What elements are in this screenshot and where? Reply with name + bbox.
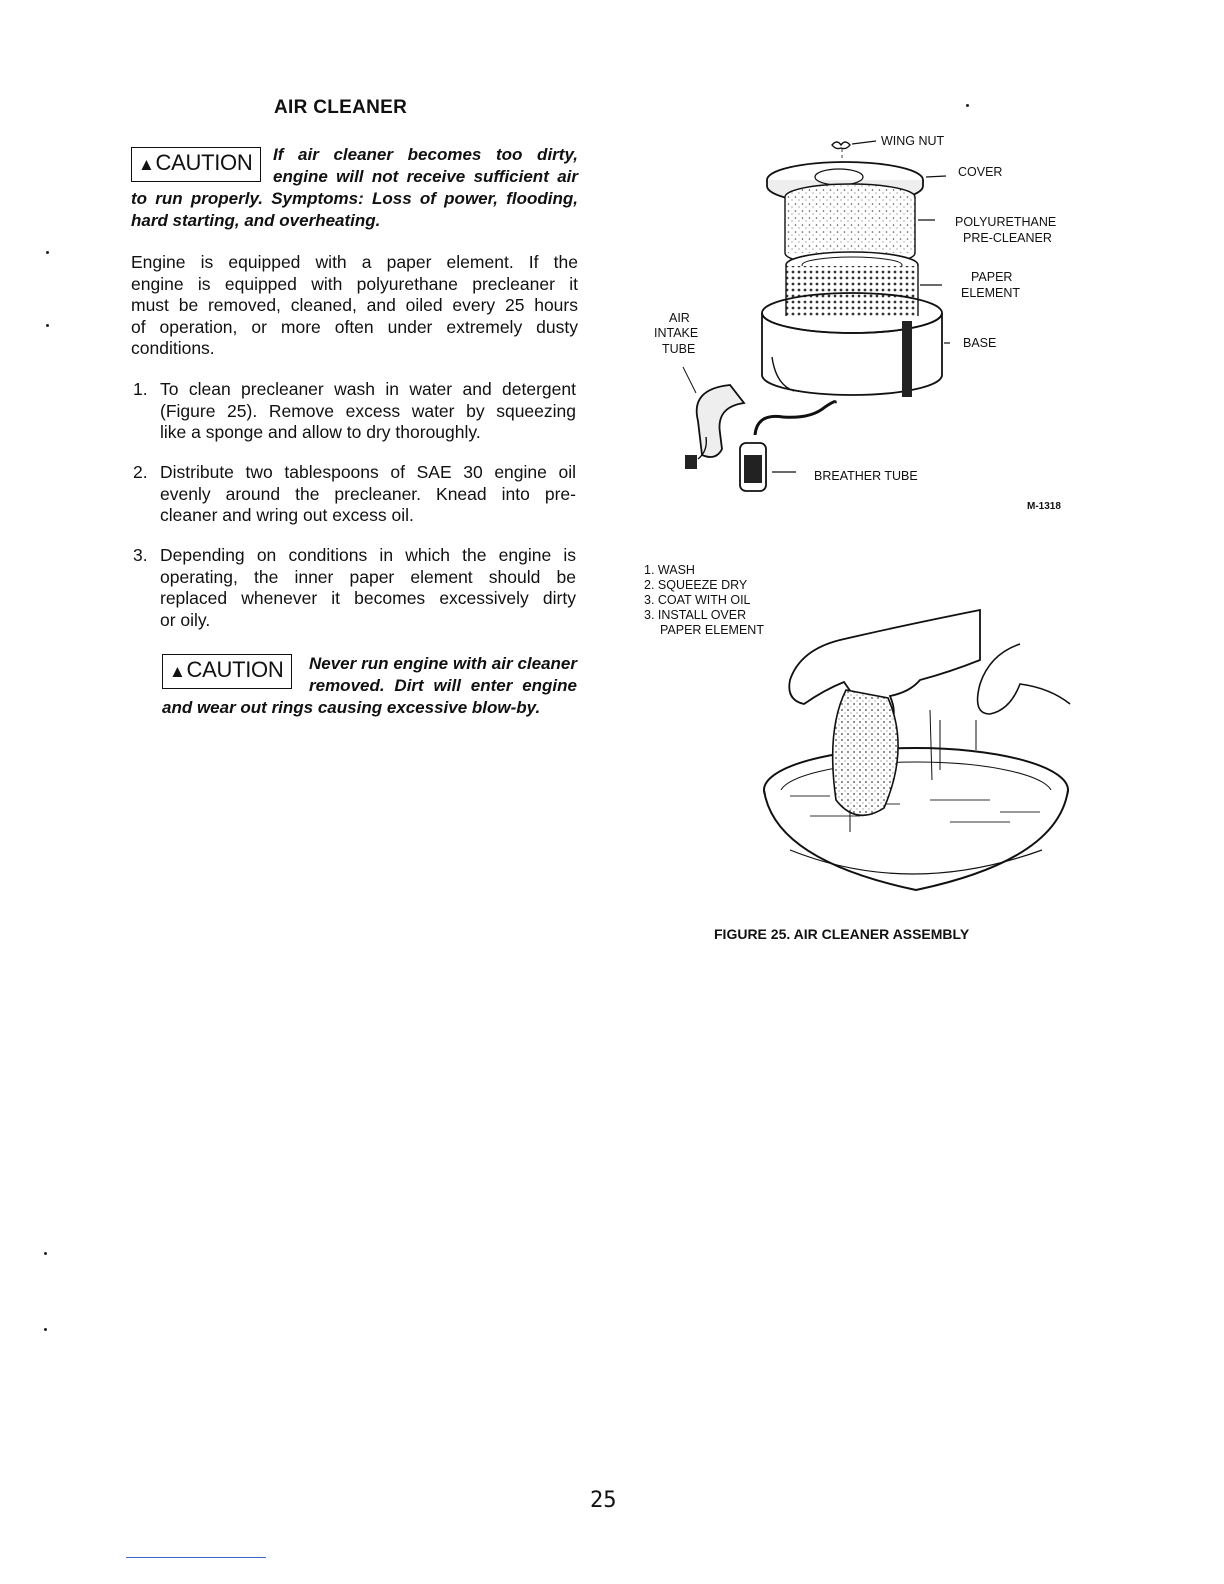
caution-badge (162, 654, 292, 689)
caution-badge (131, 147, 261, 182)
step-number: 1. (133, 379, 148, 399)
label-wing-nut: WING NUT (881, 134, 945, 148)
caution-badge-label: CAUTION (186, 657, 284, 682)
scan-speck (46, 251, 49, 254)
label-pre-cleaner: PRE-CLEANER (963, 231, 1052, 245)
step-number: 3. (133, 545, 148, 565)
figure-caption: FIGURE 25. AIR CLEANER ASSEMBLY (714, 926, 970, 942)
scan-speck (44, 1328, 47, 1331)
caution-line: to run properly. Symptoms: Loss of power, flooding, (131, 189, 578, 208)
page-number: 25 (590, 1488, 617, 1513)
intro-line: conditions. (131, 338, 215, 358)
step-line: like a sponge and allow to dry thoroughly. (160, 422, 481, 442)
procedure-item: 3. INSTALL OVER (644, 608, 747, 622)
step-line: Depending on conditions in which the engine is (160, 545, 576, 565)
scan-speck (966, 104, 969, 107)
step-number: 2. (133, 462, 148, 482)
intro-line: Engine is equipped with a paper element. If the (131, 252, 578, 272)
procedure-item: 2. SQUEEZE DRY (644, 578, 748, 592)
procedure-item: PAPER ELEMENT (660, 623, 764, 637)
section-title: AIR CLEANER (274, 97, 408, 118)
link-underline (126, 1557, 266, 1558)
caution-line: Never run engine with air cleaner (309, 654, 577, 673)
step-line: replaced whenever it becomes excessively dirty (160, 588, 576, 608)
air-intake-tube-part (683, 367, 744, 469)
label-tube: TUBE (662, 342, 696, 356)
step-line: Distribute two tablespoons of SAE 30 engine oil (160, 462, 576, 482)
label-base: BASE (963, 336, 997, 350)
washing-illustration (750, 600, 1080, 910)
step-line: operating, the inner paper element should be (160, 566, 576, 587)
procedure-list (644, 563, 764, 638)
warning-triangle-icon: ▲ (169, 662, 186, 681)
scan-speck (46, 324, 49, 327)
label-element: ELEMENT (961, 286, 1021, 300)
label-paper: PAPER (971, 270, 1013, 284)
label-polyurethane: POLYURETHANE (955, 215, 1057, 229)
caution-badge-label: CAUTION (155, 150, 253, 175)
caution-line: removed. Dirt will enter engine (309, 676, 577, 695)
scan-speck (44, 1252, 47, 1255)
intro-line: of operation, or more often under extremely dusty (131, 316, 578, 337)
caution-line: engine will not receive sufficient air (273, 167, 578, 186)
paper-element-part (786, 252, 942, 316)
air-cleaner-assembly-illustration (640, 125, 1080, 525)
step-line: evenly around the precleaner. Knead into pre- (160, 483, 576, 504)
label-intake: INTAKE (654, 326, 699, 340)
warning-triangle-icon: ▲ (138, 155, 155, 174)
caution-line: If air cleaner becomes too dirty, (273, 145, 578, 164)
procedure-item: 3. COAT WITH OIL (644, 593, 751, 607)
intro-line: engine is equipped with polyurethane precleaner it (131, 273, 578, 294)
procedure-item: 1. WASH (644, 563, 695, 577)
step-line: To clean precleaner wash in water and detergent (160, 379, 576, 399)
step-line: cleaner and wring out excess oil. (160, 505, 414, 525)
label-cover: COVER (958, 165, 1003, 179)
label-air: AIR (669, 311, 690, 325)
caution-line: and wear out rings causing excessive blow-by. (162, 698, 541, 717)
intro-line: must be removed, cleaned, and oiled every 25 hours (131, 295, 578, 315)
step-line: (Figure 25). Remove excess water by squeezing (160, 400, 576, 421)
wash-pan (764, 748, 1068, 890)
caution-line: hard starting, and overheating. (131, 211, 381, 230)
step-line: or oily. (160, 609, 211, 630)
intro-paragraph (131, 252, 578, 360)
part-code: M-1318 (1027, 501, 1061, 512)
label-breather-tube: BREATHER TUBE (814, 469, 918, 483)
